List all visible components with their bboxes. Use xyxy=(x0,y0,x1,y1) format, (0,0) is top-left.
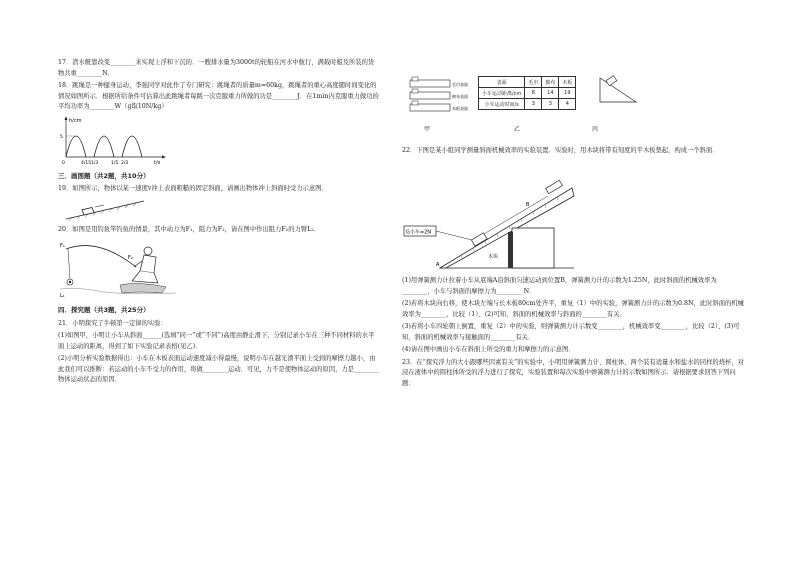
figure-21-table xyxy=(478,76,576,110)
graph-tick-3: 1/5 xyxy=(111,160,119,165)
f1-label: F₁ xyxy=(60,243,65,249)
fishing-figure xyxy=(58,237,178,299)
l1-label: L₁ xyxy=(60,293,65,299)
point-b-label: B xyxy=(526,202,530,208)
question-22-part-3: (3)若将小车四轮朝上倒置，重复（2）中的实验，则弹簧测力计示数变________，机械效率变________，比较（2）、(3)可知，斜面的机械效率与接触面的________有关． xyxy=(402,323,740,341)
question-21-part-1: (1)如图甲，小明让小车从斜面______(选填“同一”或“不同”)高度由静止滑下，分别记录小车在三种不同材料的水平面上运动的距离，得到了如下实验记录表格(见乙)． xyxy=(58,332,375,350)
table-cell: 4 xyxy=(559,99,576,110)
table-cell: 8 xyxy=(525,88,542,99)
table-cell: 3 xyxy=(542,99,559,110)
graph-ylabel: h/cm xyxy=(69,117,82,124)
graph-tick-2: 1/3 xyxy=(91,160,99,165)
graph-tick-1: 4/15 xyxy=(81,160,92,165)
block-label: 木块 xyxy=(488,254,499,260)
graph-ytick: 5 xyxy=(60,134,63,140)
table-cell: 小车运动距离/cm xyxy=(479,88,525,99)
question-21-part-2: (2)小明分析实验数据得出：小车在木板表面运动速度减小得最慢，说明小车在越光滑平面上受到的摩擦力越小，由此我们可以推断：若运动的小车不受力的作用，将做________运动．可见，力不是使物体运动的原因，力是________物体运动状态的原因． xyxy=(58,355,380,383)
jump-graph xyxy=(58,115,168,165)
question-22-part-1: (1)用弹簧测力计拉着小车从底端A沿斜面匀速运动到位置B，弹簧测力计的示数为1.25N，此时斜面的机械效率为________，小车与斜面的摩擦力为________ N． xyxy=(402,277,717,295)
graph-tick-0: 0 xyxy=(62,160,65,165)
table-row xyxy=(479,77,576,88)
section-4-heading: 四．探究题（共3题，共25分） xyxy=(58,306,150,314)
caption-yi: 乙 xyxy=(514,126,521,133)
table-cell: 毛巾 xyxy=(525,77,542,88)
question-20: 20．如图是用钓鱼竿钓鱼的情景，其中动力为F₁，阻力为F₂，请在图中作出阻力F₂的力臂L₂． xyxy=(58,225,321,233)
question-22-part-2: (2)若将木块向右移，使木块左端与长木板80cm处齐平，重复（1）中的实验，弹簧测力计的示数为0.8N，此时斜面的机械效率为________，比较（1）、(2)可知，斜面的机械效率与斜面的________有关． xyxy=(402,300,744,318)
table-row xyxy=(479,99,576,110)
figure-21-group xyxy=(402,74,742,134)
table-cell: 木板 xyxy=(559,77,576,88)
graph-tick-4: 2/3 xyxy=(121,160,129,165)
question-18: 18．跳绳是一种健身运动，李强同学对此作了专门研究：跳绳者的质量m=60kg，跳绳者的重心高度随时间变化的情况如图所示．根据所给条件可估算出此跳绳者每跳一次克服重力所做的功是________J．在1min内克服重力做功的平均功率为________W（g取10N/kg） xyxy=(58,82,379,110)
table-cell: 表面 xyxy=(479,77,525,88)
right-column-bottom xyxy=(402,276,748,391)
surface-label-cotton: 棉布表面 xyxy=(452,94,468,99)
question-22-part-4: (4)请在图中画出小车在斜面上所受的重力和摩擦力的示意图． xyxy=(402,346,575,353)
section-3-heading: 三．画图题（共2题，共10分） xyxy=(58,171,150,180)
question-21: 21．小明探究了牛顿第一定律的实验： xyxy=(58,319,167,327)
point-a-label: A xyxy=(436,262,440,268)
caption-bing: 丙 xyxy=(592,126,599,133)
table-cell: 棉布 xyxy=(542,77,559,88)
question-23: 23．在“探究浮力的大小跟哪些因素有关”的实验中，小明用弹簧测力计、圆柱体、两个装有适量水和盐水的同样的烧杯，对浸在液体中的圆柱体所受的浮力进行了探究，实验装置和每次实验中弹簧测力计的示数如图所示．请根据要求回答下列问题： xyxy=(402,358,744,387)
incline-block-figure xyxy=(64,197,154,221)
question-19: 19．如图所示，物体以某一速度v冲上表面粗糙的固定斜面，请画出物体冲上斜面时受力示意图． xyxy=(58,185,328,192)
table-cell: 14 xyxy=(542,88,559,99)
figure-22-incline xyxy=(402,172,582,272)
surface-label-towel: 毛巾表面 xyxy=(452,82,468,87)
g-label: G小车=2N xyxy=(406,229,431,236)
table-cell: 小车运动时间/s xyxy=(479,99,525,110)
question-22: 22．下图是某小组同学测量斜面机械效率的实验装置．实验时，用木块将带有刻度的平木板垫起，构成一个斜面． xyxy=(402,147,719,154)
caption-jia: 甲 xyxy=(424,126,431,133)
surface-label-wood: 木板表面 xyxy=(452,106,468,111)
right-column-top xyxy=(402,146,748,159)
table-cell: 19 xyxy=(559,88,576,99)
figure-21-jia xyxy=(408,76,474,124)
graph-xlabel: t/s xyxy=(154,159,161,165)
figure-21-bing xyxy=(598,74,638,108)
question-17: 17．潜水艇靠改变________来实现上浮和下沉的．一艘排水量为3000t的轮船在河水中航行，满载时船及所装的货物共重________N． xyxy=(58,59,375,77)
f2-label: F₂ xyxy=(128,255,133,261)
left-column xyxy=(58,58,380,388)
table-cell: 3 xyxy=(525,99,542,110)
table-row xyxy=(479,88,576,99)
